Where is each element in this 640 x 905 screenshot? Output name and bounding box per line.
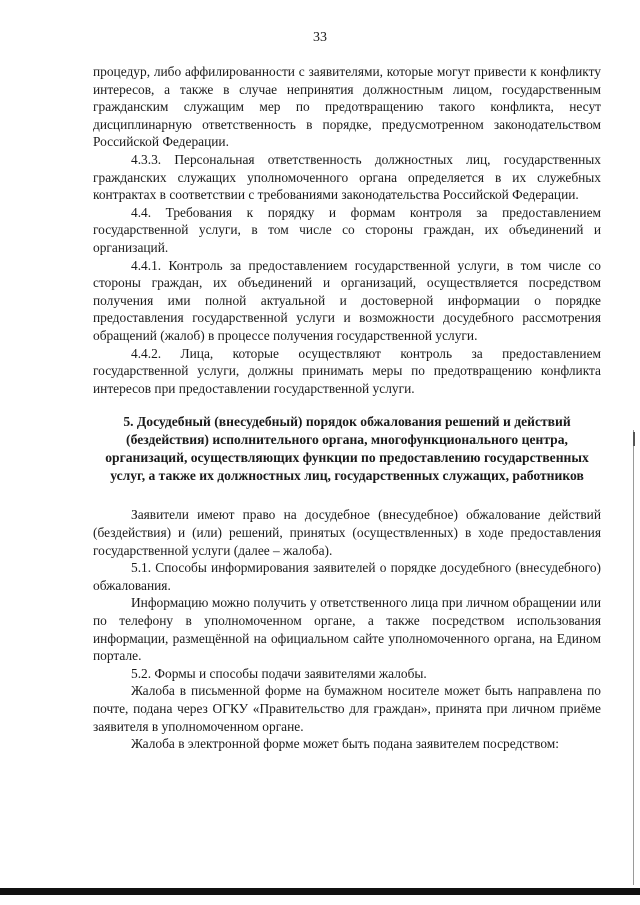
paragraph-4-4-2: 4.4.2. Лица, которые осуществляют контроль за предоставлением государственной услуги, должны принимать меры по предотвращению конфликта интересов при предоставлении государственной услуги. [93, 345, 601, 396]
scan-edge-line [633, 430, 634, 885]
paragraph-written-complaint: Жалоба в письменной форме на бумажном носителе может быть направлена по почте, подана через ОГКУ «Правительство для граждан», принята при личном приёме заявителя в уполномоченном органе. [93, 683, 601, 734]
paragraph-4-4: 4.4. Требования к порядку и формам контроля за предоставлением государственной услуги, в том числе со стороны граждан, их объединений и организаций. [93, 204, 601, 255]
paragraph-4-4-1: 4.4.1. Контроль за предоставлением государственной услуги, в том числе со стороны граждан, их объединений и организаций, осуществляется посредством получения ими полной актуальной и достоверной информации о порядке предоставления государственной услуги и возможности досудебного рассмотрения обращений (жалоб) в процессе получения государственной услуги. [93, 257, 601, 343]
paragraph-5-2: 5.2. Формы и способы подачи заявителями жалобы. [131, 665, 427, 681]
paragraph-4-3-3: 4.3.3. Персональная ответственность должностных лиц, государственных гражданских служащих уполномоченного органа определяется в их служебных контрактах в соответствии с требованиями законодательства Российской Федерации. [93, 151, 601, 203]
section-5-heading: 5. Досудебный (внесудебный) порядок обжалования решений и действий (бездействия) исполнительного органа, многофункционального центра, организаций, осуществляющих функции по предоставлению государственных услуг, а также их должностных лиц, государственных служащих, работников [105, 414, 589, 483]
page-number: 33 [313, 30, 327, 45]
page-body [93, 63, 601, 753]
scan-edge-mark [633, 432, 635, 446]
heading-spacer [93, 484, 601, 506]
paragraph-continuation: процедур, либо аффилированности с заявителями, которые могут привести к конфликту интересов, а также в случае непринятия должностным лицом, государственным гражданским служащим мер по предотвращению такого конфликта, несут дисциплинарную ответственность в порядке, предусмотренном законодательством Российской Федерации. [93, 64, 601, 150]
paragraph-electronic-complaint: Жалоба в электронной форме может быть подана заявителем посредством: [131, 736, 559, 752]
paragraph-information: Информацию можно получить у ответственного лица при личном обращении или по телефону в уполномоченном органе, а также посредством использования информации, размещённой на официальном сайте уполномоченного органа, на Едином портале. [93, 595, 601, 664]
scan-bottom-bar [0, 888, 640, 895]
paragraph-5-1: 5.1. Способы информирования заявителей о порядке досудебного (внесудебного) обжалования. [93, 560, 601, 593]
paragraph-section-5-intro: Заявители имеют право на досудебное (внесудебное) обжалование действий (бездействия) и (или) решений, принятых (осуществленных) в ходе предоставления государственной услуги (далее – жалоба). [93, 507, 601, 558]
